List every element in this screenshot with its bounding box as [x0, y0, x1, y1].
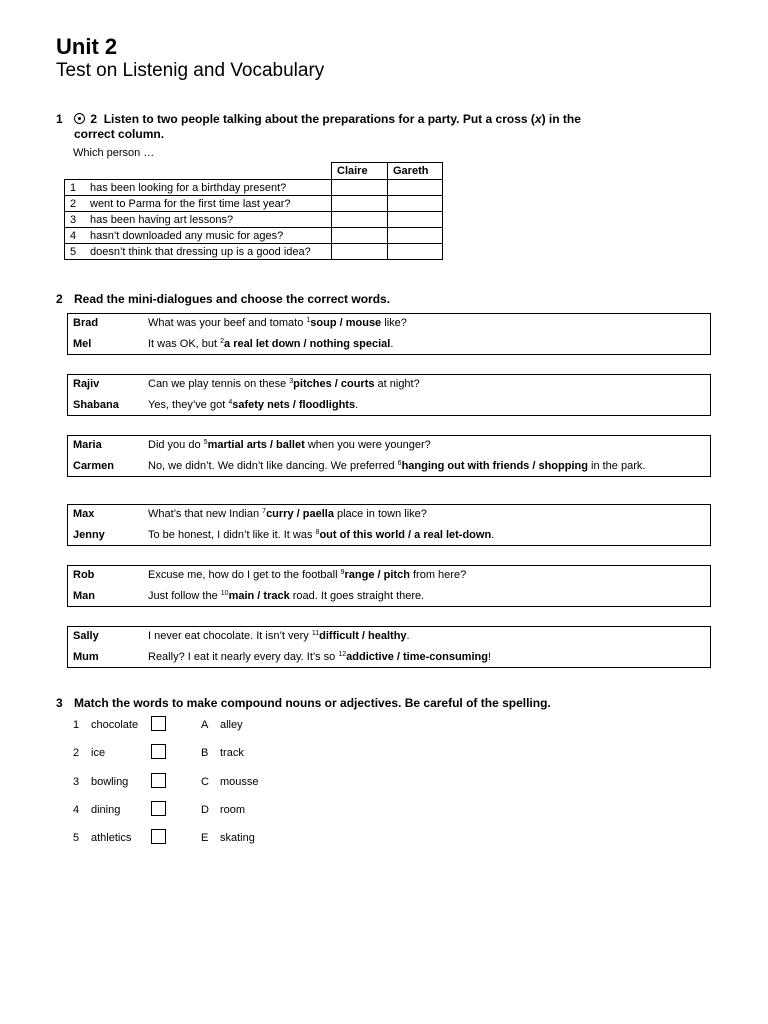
- test-subtitle: Test on Listenig and Vocabulary: [56, 60, 325, 81]
- q1-number: 1: [56, 112, 63, 126]
- speaker-name: Mel: [73, 338, 92, 350]
- dialogue-line: [68, 457, 710, 476]
- gareth-answer-cell[interactable]: [388, 228, 443, 244]
- table-row: [65, 180, 443, 196]
- line-text: Excuse me, how do I get to the football: [148, 569, 341, 581]
- line-text-end: place in town like?: [333, 508, 427, 520]
- second-word: skating: [220, 832, 255, 845]
- line-text-end: .: [406, 630, 410, 642]
- audio-cd-icon: [74, 113, 85, 124]
- dialogue-line: [68, 627, 710, 646]
- q1-lead: Which person …: [73, 147, 155, 159]
- gap-number: 12: [338, 651, 347, 658]
- first-word: athletics: [91, 832, 132, 845]
- dialogue-line: [68, 566, 710, 585]
- speaker-name: Man: [73, 590, 95, 602]
- word-choice[interactable]: safety nets / floodlights: [232, 399, 356, 411]
- dialogue-line: [68, 587, 710, 606]
- first-word: ice: [91, 747, 106, 760]
- answer-checkbox[interactable]: [151, 801, 166, 816]
- speaker-line: [148, 338, 393, 350]
- claire-answer-cell[interactable]: [332, 228, 388, 244]
- table-row: [65, 196, 443, 212]
- line-text-end: from here?: [409, 569, 467, 581]
- gap-number: 7: [262, 508, 267, 515]
- row-number: 2: [65, 196, 86, 212]
- q2-number: 2: [56, 292, 63, 306]
- row-number: 3: [65, 212, 86, 228]
- gap-number: 2: [220, 338, 225, 345]
- answer-checkbox[interactable]: [151, 744, 166, 759]
- line-text-end: .: [355, 399, 359, 411]
- row-question: doesn’t think that dressing up is a good idea?: [85, 244, 332, 260]
- word-choice[interactable]: a real let down / nothing special: [224, 338, 391, 350]
- item-number: 2: [73, 747, 80, 760]
- line-text: Really? I eat it nearly every day. It’s so: [148, 651, 339, 663]
- dialogue-box: [67, 504, 711, 546]
- line-text-end: when you were younger?: [304, 439, 431, 451]
- word-choice[interactable]: hanging out with friends / shopping: [401, 460, 588, 472]
- speaker-line: [148, 529, 494, 541]
- first-word: chocolate: [91, 719, 139, 731]
- q2-instruction: Read the mini-dialogues and choose the correct words.: [74, 292, 391, 306]
- line-text-end: .: [390, 338, 394, 350]
- gap-number: 10: [220, 590, 229, 597]
- word-choice[interactable]: difficult / healthy: [319, 630, 407, 642]
- word-choice[interactable]: range / pitch: [344, 569, 410, 581]
- gap-number: 9: [340, 569, 345, 576]
- line-text: Did you do: [148, 439, 204, 451]
- item-number: 4: [73, 803, 80, 816]
- q1-cross-symbol: x: [534, 112, 542, 126]
- dialogue-box: [67, 374, 711, 416]
- line-text-end: road. It goes straight there.: [289, 590, 425, 602]
- option-letter: B: [201, 747, 209, 760]
- claire-answer-cell[interactable]: [332, 180, 388, 196]
- speaker-name: Maria: [73, 439, 102, 451]
- dialogue-box: [67, 565, 711, 607]
- speaker-line: [148, 630, 410, 642]
- line-text: What’s that new Indian: [148, 508, 263, 520]
- q3-number: 3: [56, 696, 63, 710]
- dialogue-line: [68, 396, 710, 415]
- row-number: 4: [65, 228, 86, 244]
- row-question: has been looking for a birthday present?: [85, 180, 332, 196]
- line-text: Just follow the: [148, 590, 221, 602]
- item-number: 3: [73, 775, 80, 788]
- speaker-name: Rajiv: [73, 378, 100, 390]
- dialogue-box: [67, 435, 711, 477]
- speaker-name: Brad: [73, 317, 99, 329]
- word-choice[interactable]: pitches / courts: [293, 378, 375, 390]
- speaker-line: [148, 399, 358, 411]
- row-number: 5: [65, 244, 86, 260]
- speaker-line: [148, 508, 427, 520]
- item-number: 1: [73, 719, 80, 731]
- speaker-name: Rob: [73, 569, 95, 581]
- speaker-line: [148, 378, 420, 390]
- dialogue-line: [68, 375, 710, 394]
- option-letter: D: [201, 803, 209, 816]
- q1-instruction-line1-end: ) in the: [541, 112, 581, 126]
- second-word: alley: [220, 719, 243, 731]
- second-word: room: [220, 803, 246, 816]
- line-text: It was OK, but: [148, 338, 221, 350]
- line-text: Yes, they’ve got: [148, 399, 229, 411]
- item-number: 5: [73, 832, 80, 845]
- dialogue-box: [67, 626, 711, 668]
- first-word: dining: [91, 803, 121, 816]
- table-row: [65, 228, 443, 244]
- table-row: [65, 212, 443, 228]
- row-question: hasn’t downloaded any music for ages?: [85, 228, 332, 244]
- column-gareth: Gareth: [388, 163, 443, 180]
- gap-number: 3: [289, 378, 294, 385]
- speaker-line: [148, 651, 491, 663]
- q1-track-number: 2: [90, 112, 98, 126]
- claire-answer-cell[interactable]: [332, 196, 388, 212]
- gap-number: 4: [228, 399, 233, 406]
- second-word: mousse: [220, 775, 259, 788]
- dialogue-line: [68, 505, 710, 524]
- speaker-name: Max: [73, 508, 95, 520]
- gap-number: 1: [306, 317, 311, 324]
- gap-number: 6: [397, 460, 402, 467]
- q1-answer-table: [64, 162, 443, 260]
- dialogue-line: [68, 526, 710, 545]
- claire-answer-cell[interactable]: [332, 244, 388, 260]
- dialogue-box: [67, 313, 711, 355]
- speaker-line: [148, 317, 407, 329]
- row-question: went to Parma for the first time last year?: [85, 196, 332, 212]
- speaker-line: [148, 590, 424, 602]
- gareth-answer-cell[interactable]: [388, 244, 443, 260]
- q3-instruction: Match the words to make compound nouns or adjectives. Be careful of the spelling.: [74, 696, 551, 710]
- option-letter: C: [201, 775, 209, 788]
- speaker-name: Jenny: [73, 529, 105, 541]
- row-number: 1: [65, 180, 86, 196]
- gareth-answer-cell[interactable]: [388, 196, 443, 212]
- word-choice[interactable]: soup / mouse: [310, 317, 382, 329]
- speaker-name: Carmen: [73, 460, 114, 472]
- dialogue-line: [68, 648, 710, 667]
- q1-instruction: [74, 112, 581, 142]
- unit-title: Unit 2: [56, 34, 118, 59]
- row-question: has been having art lessons?: [85, 212, 332, 228]
- line-text-end: !: [487, 651, 492, 663]
- line-text-end: .: [491, 529, 495, 541]
- gap-number: 8: [315, 529, 320, 536]
- word-choice[interactable]: out of this world / a real let-down: [319, 529, 492, 541]
- gap-number: 11: [311, 630, 320, 637]
- dialogue-line: [68, 314, 710, 333]
- gareth-answer-cell[interactable]: [388, 212, 443, 228]
- speaker-name: Shabana: [73, 399, 119, 411]
- word-choice[interactable]: curry / paella: [266, 508, 334, 520]
- line-text: What was your beef and tomato: [148, 317, 307, 329]
- answer-checkbox[interactable]: [151, 716, 166, 731]
- word-choice[interactable]: martial arts / ballet: [207, 439, 305, 451]
- second-word: track: [220, 747, 244, 760]
- line-text-end: at night?: [374, 378, 420, 390]
- line-text: Can we play tennis on these: [148, 378, 290, 390]
- answer-checkbox[interactable]: [151, 773, 166, 788]
- column-claire: Claire: [332, 163, 388, 180]
- line-text-end: in the park.: [587, 460, 646, 472]
- speaker-name: Sally: [73, 630, 99, 642]
- dialogue-line: [68, 436, 710, 455]
- word-choice[interactable]: main / track: [228, 590, 290, 602]
- line-text-end: like?: [381, 317, 407, 329]
- speaker-name: Mum: [73, 651, 99, 663]
- answer-checkbox[interactable]: [151, 829, 166, 844]
- claire-answer-cell[interactable]: [332, 212, 388, 228]
- gap-number: 5: [203, 439, 208, 446]
- option-letter: A: [201, 719, 209, 731]
- table-row: [65, 244, 443, 260]
- gareth-answer-cell[interactable]: [388, 180, 443, 196]
- option-letter: E: [201, 832, 209, 845]
- first-word: bowling: [91, 775, 129, 788]
- line-text: To be honest, I didn’t like it. It was: [148, 529, 316, 541]
- q1-instruction-line2: correct column.: [74, 127, 165, 141]
- line-text: I never eat chocolate. It isn’t very: [148, 630, 312, 642]
- dialogue-line: [68, 335, 710, 354]
- word-choice[interactable]: addictive / time-consuming: [346, 651, 488, 663]
- line-text: No, we didn’t. We didn’t like dancing. We preferred: [148, 460, 398, 472]
- q1-instruction-line1: Listen to two people talking about the preparations for a party. Put a cross (: [103, 112, 535, 126]
- speaker-line: [148, 439, 431, 451]
- speaker-line: [148, 569, 466, 581]
- speaker-line: [148, 460, 645, 472]
